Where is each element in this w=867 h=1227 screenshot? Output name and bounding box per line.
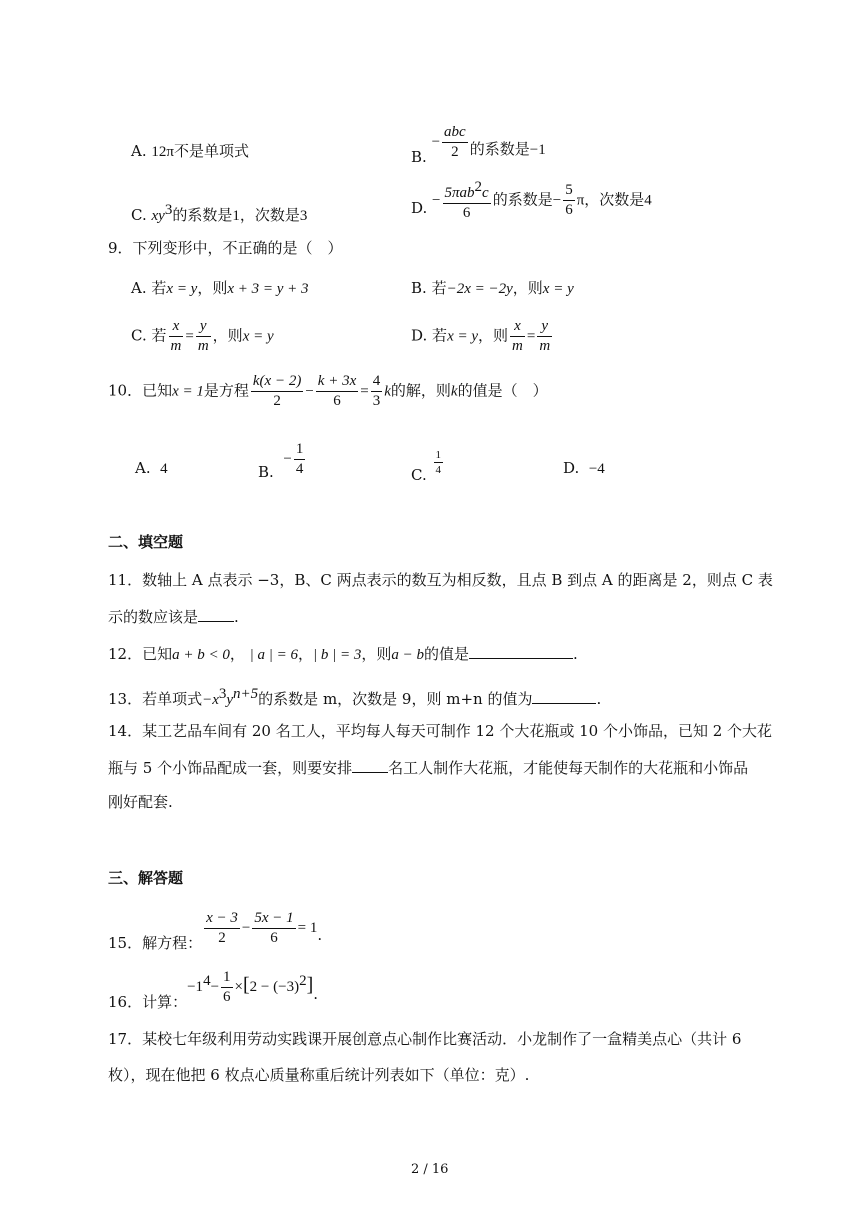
q9-option-c: C. 若 $\frac{x}{m}$ = $\frac{y}{m}$ ，则x = y	[131, 318, 274, 354]
section-fill-in-blank: 二、填空题	[108, 533, 184, 551]
q9-option-b: B. 若−2x = −2y，则x = y	[411, 279, 574, 297]
q12-answer-blank[interactable]	[469, 643, 573, 659]
q9-option-a: A. 若x = y，则x + 3 = y + 3	[131, 279, 309, 297]
q8-option-c: C. $xy^3$的系数是1，次数是3	[131, 202, 308, 224]
q14-line2: 瓶与 5 个小饰品配成一套，则要安排 名工人制作大花瓶，才能使每天制作的大花瓶和小饰品	[108, 759, 749, 777]
q15: 15．解方程： $\frac{x - 3}{2}$ − $\frac{5x - 1}{6}$ = 1.	[108, 909, 323, 952]
q10-option-d: D. −4	[563, 459, 605, 477]
section-solutions: 三、解答题	[108, 869, 184, 887]
q17-line2: 枚），现在他把 6 枚点心质量称重后统计列表如下（单位：克）.	[108, 1066, 530, 1084]
q8-option-b: B. − $\frac{\text{abc}}{2}$ 的系数是−1	[411, 123, 546, 166]
q8-option-a: A. 12π不是单项式	[131, 142, 249, 160]
q11-line1: 11．数轴上 A 点表示 −3，B、C 两点表示的数互为相反数，且点 B 到点 A 的距离是 2，则点 C 表	[108, 571, 773, 589]
page-number: 2 / 16	[411, 1162, 449, 1177]
q10-option-a: A. 4	[135, 459, 168, 477]
q14-line1: 14．某工艺品车间有 20 名工人，平均每人每天可制作 12 个大花瓶或 10 个小饰品，已知 2 个大花	[108, 722, 773, 740]
q12: 12．已知a + b < 0， | a | = 6，| b | = 3，则a − b的值是 .	[108, 645, 578, 663]
q17-line1: 17．某校七年级利用劳动实践课开展创意点心制作比赛活动．小龙制作了一盒精美点心（共计 6	[108, 1030, 742, 1048]
q13-answer-blank[interactable]	[532, 688, 596, 704]
q9-stem: 9．下列变形中，不正确的是（ ）	[108, 239, 343, 257]
q9-option-d: D. 若x = y，则 $\frac{x}{m}$ = $\frac{y}{m}$	[411, 318, 551, 354]
q16: 16．计算：$-1^4-$ $\frac{1}{6}$ $\times[2 - (-3)^2]$.	[108, 968, 319, 1011]
q8-option-d: D. − $\frac{5\pi ab^2c}{6}$ 的系数是− $\frac{5}{6}$ π，次数是4	[411, 179, 652, 221]
q10-stem: 10．已知x = 1是方程 $\frac{k(x - 2)}{2}$ − $\frac{k + 3x}{6}$ = $\frac{4}{3}$ k的解，则k的值是（ ）	[108, 373, 548, 409]
q14-line3: 刚好配套.	[108, 793, 173, 811]
q11-line2: 示的数应该是 .	[108, 608, 239, 626]
q13: 13．若单项式$-x^3y^{n+5}$的系数是 m，次数是 9，则 m+n 的值为 .	[108, 686, 602, 708]
q14-answer-blank[interactable]	[352, 757, 388, 773]
q10-option-b: B. − $\frac{1}{4}$	[258, 440, 304, 481]
q10-option-c: C. $\frac{1}{4}$	[411, 448, 441, 484]
q11-answer-blank[interactable]	[198, 606, 234, 622]
